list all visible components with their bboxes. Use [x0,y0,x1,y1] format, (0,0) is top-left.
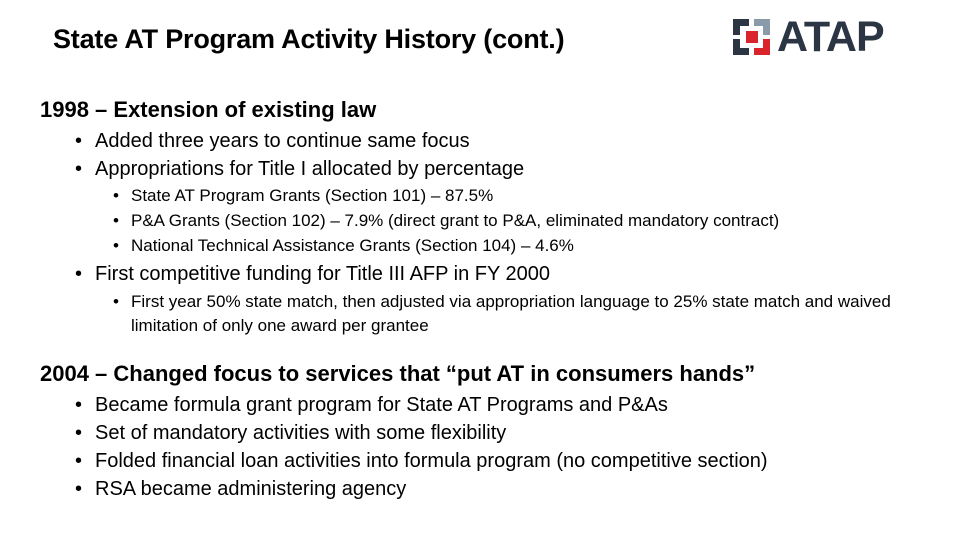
list-item-text: First year 50% state match, then adjusted via appropriation language to 25% state match and waived limitation of only one award per grantee [131,292,891,335]
list-item-text: State AT Program Grants (Section 101) – 87.5% [131,186,494,205]
list-item-text: Appropriations for Title I allocated by percentage [95,158,525,180]
list-item-text: RSA became administering agency [95,478,407,500]
list-item-text: P&A Grants (Section 102) – 7.9% (direct grant to P&A, eliminated mandatory contract) [131,211,780,230]
list-item [75,422,506,445]
section-heading-1998: 1998 – Extension of existing law [40,97,377,122]
list-item-text: National Technical Assistance Grants (Section 104) – 4.6% [131,236,574,255]
list-item-text: First competitive funding for Title III AFP in FY 2000 [95,263,551,285]
bullet-icon: • [75,478,83,500]
list-item [75,158,524,181]
list-item [113,211,779,231]
list-item [75,130,470,153]
list-item [113,236,574,256]
bullet-icon: • [113,292,119,311]
list-item-text: Became formula grant program for State AT Programs and P&As [95,394,668,416]
bullet-icon: • [113,211,119,230]
list-item [113,290,913,338]
bullet-icon: • [113,236,119,255]
bullet-icon: • [75,422,83,444]
list-item [75,478,406,501]
list-item [75,263,550,286]
section-heading-2004: 2004 – Changed focus to services that “put AT in consumers hands” [40,361,756,386]
bullet-icon: • [75,130,83,152]
list-item-text: Added three years to continue same focus [95,130,470,152]
list-item-text: Set of mandatory activities with some flexibility [95,422,507,444]
bullet-icon: • [113,186,119,205]
list-item [75,394,668,417]
bullet-icon: • [75,394,83,416]
atap-logo-mark-icon [731,16,773,58]
slide-title: State AT Program Activity History (cont.) [53,24,565,54]
bullet-icon: • [75,263,83,285]
bullet-icon: • [75,158,83,180]
atap-logo [731,13,941,61]
atap-logo-text: ATAP [777,13,884,61]
list-item-text: Folded financial loan activities into formula program (no competitive section) [95,450,768,472]
bullet-icon: • [75,450,83,472]
list-item [75,450,768,473]
list-item [113,186,493,206]
